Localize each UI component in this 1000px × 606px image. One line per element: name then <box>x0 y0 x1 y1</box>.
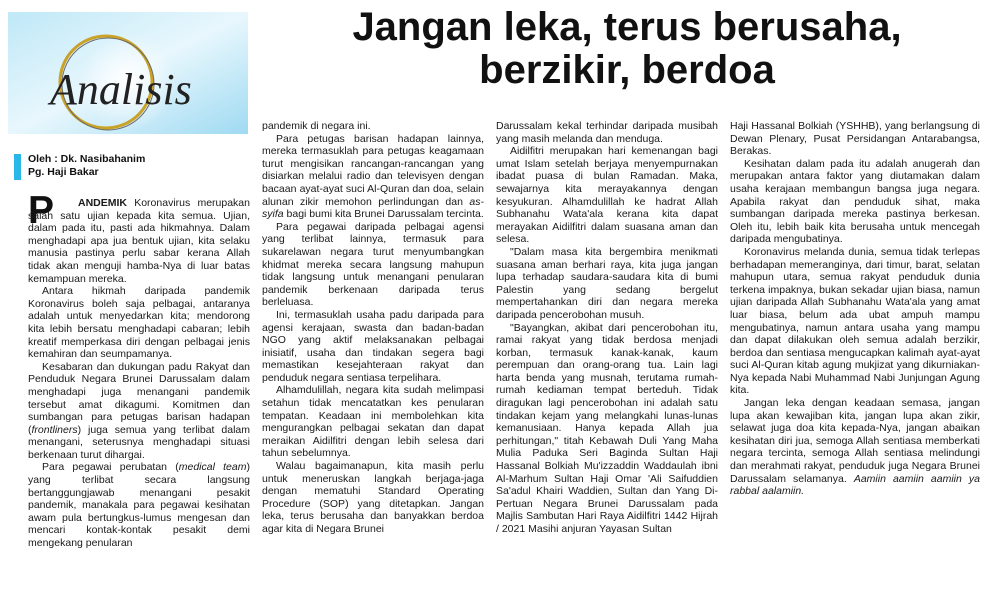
paragraph: Para pegawai daripada pelbagai agensi yang terlibat lainnya, termasuk para sukarelawan negara turut menyumbangkan khidmat mereka secara langsung mahupun tidak langsung untuk menangani penularan pandemik berkenaan daripada terus berleluasa. <box>262 220 484 309</box>
paragraph-text: ) juga semua yang terlibat dalam menangani, seterusnya menghadapi situasi berkenaan turut dihargai. <box>28 423 250 461</box>
paragraph-text: Koronavirus merupakan salah satu ujian kepada kita semua. Ujian, dalam pada itu, pasti ada hikmahnya. Dalam menghadapi apa jua bentuk ujian, kita selaku manusia pastinya perlu sabar kerana Allah tidak akan menguji hamba-Nya di luar batas kemampuan mereka. <box>28 197 250 285</box>
analisis-logo <box>8 12 248 134</box>
paragraph: Darussalam kekal terhindar daripada musibah yang masih melanda dan menduga. <box>496 120 718 145</box>
italic-term: frontliners <box>31 423 78 436</box>
byline-accent-bar <box>14 154 21 180</box>
paragraph: Walau bagaimanapun, kita masih perlu untuk meneruskan langkah berjaga-jaga dengan mematuhi Standard Operating Procedure (SOP) yang ditetapkan. Jangan leka, terus berusaha dan banyakkan berdoa agar kita di Negara Brunei <box>262 460 484 535</box>
paragraph-text: Kesabaran dan dukungan padu Rakyat dan Penduduk Negara Brunei Darussalam dalam menghadapi juga menangani pandemik tersebut amat dikagumi. Komitmen dan sumbangan para petugas barisan hadapan ( <box>28 360 250 436</box>
paragraph: "Dalam masa kita bergembira menikmati suasana aman berhari raya, kita juga jangan lupa terhadap saudara-saudara kita di bumi Palestin yang sedang bergelut mempertahankan diri dan negara mereka daripada pencerobohan musuh. <box>496 245 718 321</box>
article-column-4 <box>730 120 980 498</box>
paragraph: Aidilfitri merupakan hari kemenangan bagi umat Islam setelah berjaya menyempurnakan ibadat puasa di bulan Ramadan. Maka, sewajarnya kita merayakannya dengan kesyukuran. Alhamdulillah ke hadrat Allah Subhanahu Wata'ala kerana kita dapat merayakan Aidilfitri dalam suasana aman dan selesa. <box>496 145 718 246</box>
paragraph: Haji Hassanal Bolkiah (YSHHB), yang berlangsung di Dewan Plenary, Pusat Persidangan Antarabangsa, Berakas. <box>730 120 980 158</box>
drop-cap: P <box>28 189 55 232</box>
paragraph-text: Jangan leka dengan keadaan semasa, jangan lupa akan kewajiban kita, jangan lupa akan zikir, selawat juga doa kita kepada-Nya, jangan abaikan kesihatan diri jua, semoga Allah sentiasa memberkati negara tercinta, semoga Allah sentiasa melindungi dan merahmati rakyat, penduduk juga Negara Brunei Darussalam selamanya. <box>730 397 980 485</box>
paragraph-text: Para pegawai perubatan ( <box>42 461 179 474</box>
section-logo <box>8 12 248 134</box>
paragraph <box>28 361 250 462</box>
paragraph <box>730 397 980 498</box>
paragraph: Koronavirus melanda dunia, semua tidak terlepas berhadapan memeranginya, dari timur, barat, selatan mahupun utara, semua rakyat penduduk dunia terkena impaknya, bukan sekadar ujian biasa, namun ujian daripada Allah Subhanahu Wata'ala yang amat luar biasa, belum ada ubat ampuh mampu mengubatinya, namun antara usaha yang mampu dan dapat dilakukan oleh semua adalah berzikir, berdoa dan sentiasa mengucapkan kalimah ayat-ayat suci Al-Quran kitab agung mukjizat yang dikurniakan-Nya kepada Nabi Muhammad Nabi Junjungan Agung kita. <box>730 245 980 397</box>
article-column-3 <box>496 120 718 536</box>
lead-word: ANDEMIK <box>78 197 127 209</box>
svg-text:Analisis: Analisis <box>50 65 192 114</box>
italic-closing: Aamiin aamiin aamiin ya rabbal aalamiin. <box>730 472 980 498</box>
italic-term: medical team <box>178 461 247 474</box>
paragraph: Alhamdulillah, negara kita sudah melimpasi setahun tidak mencatatkan kes penularan tempatan. Keadaan ini membolehkan kita mengurangkan pelbagai sekatan dan dapat meraikan Aidilfitri dengan lebih selesa dari tahun sebelumnya. <box>262 384 484 460</box>
paragraph-text: bagi bumi kita Brunei Darussalam tercinta. <box>283 208 484 221</box>
paragraph: Antara hikmah daripada pandemik Koronavirus boleh saja pelbagai, antaranya adalah untuk menyedarkan kita; mendorong kita lebih bersatu menghadapi cabaran; lebih kreatif memperkasa diri dengan pelbagai jenis kemahiran dan seumpamanya. <box>28 285 250 361</box>
paragraph: Kesihatan dalam pada itu adalah anugerah dan merupakan antara faktor yang diutamakan dalam usaha kerajaan membangun bangsa juga negara. Apabila rakyat dan penduduk sihat, maka sumbangan daripada mereka pastinya berkesan. Oleh itu, lebih baik kita berusaha untuk mencegah daripada mengubatinya. <box>730 157 980 246</box>
article-column-1 <box>28 197 250 550</box>
paragraph: Ini, termasuklah usaha padu daripada para agensi kerajaan, swasta dan badan-badan NGO yang aktif melaksanakan pelbagai inisiatif, usaha dan tindakan segera bagi memastikan kesejahteraan rakyat dan penduduk negara sentiasa terpelihara. <box>262 308 484 384</box>
byline-author-name: Pg. Haji Bakar <box>28 166 99 178</box>
paragraph <box>262 133 484 221</box>
paragraph <box>28 461 250 549</box>
byline <box>28 153 145 179</box>
paragraph <box>28 197 250 285</box>
paragraph: "Bayangkan, akibat dari pencerobohan itu, ramai rakyat yang tidak berdosa menjadi korban, termasuk kanak-kanak, kaum perempuan dan orang-orang tua. Lain lagi harta benda yang musnah, terutama rumah-rumah kediaman tempat berteduh. Tidak diragukan lagi pencerobohan ini adalah satu tindakan kejam yang melangkahi lunas-lunas kemanusiaan. Hanya kepada Allah jua perhitungan," titah Kebawah Duli Yang Maha Mulia Paduka Seri Baginda Sultan Haji Hassanal Bolkiah Mu'izzaddin Waddaulah ibni Al-Marhum Sultan Haji Omar 'Ali Saifuddien Sa'adul Khairi Waddien, Sultan dan Yang Di-Pertuan Negara Brunei Darussalam pada Majlis Sambutan Hari Raya Aidilfitri 1442 Hijrah / 2021 Masihi anjuran Yayasan Sultan <box>496 321 718 535</box>
article-column-2 <box>262 120 484 536</box>
headline-line-1: Jangan leka, terus berusaha, <box>352 5 902 49</box>
paragraph-text: ) yang terlibat secara langsung bertanggungjawab menangani pesakit pandemik, manakala para pegawai kesihatan awam pula bertungkus-lumus mengesan dan mencari kontak-kontak pesakit demi mengekang penularan <box>28 461 250 550</box>
article-headline <box>262 6 992 92</box>
paragraph: pandemik di negara ini. <box>262 120 371 132</box>
headline-line-2: berzikir, berdoa <box>479 48 775 92</box>
byline-author: Oleh : Dk. Nasibahanim <box>28 153 146 165</box>
paragraph-text: Para petugas barisan hadapan lainnya, mereka termasuklah para petugas keagamaan turut mengisikan rancangan-rancangan yang disiarkan melalui radio dan televisyen dengan bacaan ayat-ayat suci Al-Quran dan doa, selain alunan zikir memohon perlindungan dan <box>262 132 484 208</box>
italic-term: as-syifa <box>262 195 484 221</box>
